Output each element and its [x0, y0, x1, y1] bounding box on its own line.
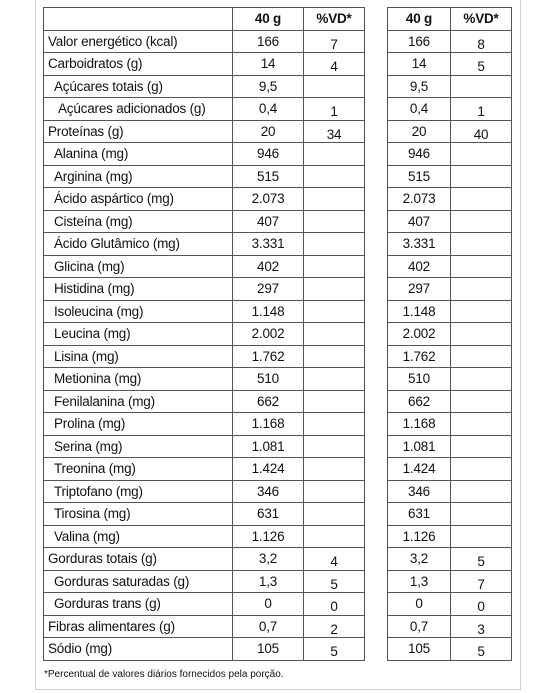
daily-value-2 [451, 548, 512, 571]
daily-value-2-text: 7 [477, 576, 485, 592]
nutrient-name: Valina (mg) [44, 525, 233, 548]
nutrient-name: Lisina (mg) [44, 345, 233, 368]
daily-value-1 [304, 458, 365, 481]
daily-value-2 [451, 30, 512, 53]
nutrient-name: Carboidratos (g) [44, 53, 233, 76]
column-gap [365, 435, 388, 458]
amount-portion-1: 510 [233, 368, 304, 391]
column-gap [365, 233, 388, 256]
daily-value-1 [304, 98, 365, 121]
amount-portion-2: 515 [388, 165, 451, 188]
daily-value-1 [304, 615, 365, 638]
column-gap [365, 53, 388, 76]
daily-value-1-text: 4 [330, 59, 338, 75]
table-row [44, 503, 512, 526]
daily-value-2 [451, 255, 512, 278]
amount-portion-2: 662 [388, 390, 451, 413]
daily-value-1-text: 2 [330, 621, 338, 637]
amount-portion-2: 402 [388, 255, 451, 278]
daily-value-1 [304, 188, 365, 211]
nutrient-name: Açúcares totais (g) [44, 75, 233, 98]
table-row [44, 278, 512, 301]
amount-portion-2: 946 [388, 143, 451, 166]
nutrient-name: Treonina (mg) [44, 458, 233, 481]
column-gap [365, 480, 388, 503]
daily-value-2 [451, 278, 512, 301]
amount-portion-1: 407 [233, 210, 304, 233]
amount-portion-1: 346 [233, 480, 304, 503]
nutrient-name: Valor energético (kcal) [44, 30, 233, 53]
table-row [44, 75, 512, 98]
amount-portion-2: 1.148 [388, 300, 451, 323]
amount-portion-1: 1.148 [233, 300, 304, 323]
column-gap [365, 255, 388, 278]
table-row [44, 233, 512, 256]
daily-value-2 [451, 525, 512, 548]
amount-portion-2: 1.126 [388, 525, 451, 548]
daily-value-2-text: 5 [477, 644, 485, 660]
amount-portion-1: 3.331 [233, 233, 304, 256]
table-row [44, 255, 512, 278]
daily-value-1 [304, 75, 365, 98]
amount-portion-1: 0 [233, 593, 304, 616]
amount-portion-2: 1.424 [388, 458, 451, 481]
nutrient-name: Metionina (mg) [44, 368, 233, 391]
daily-value-1-text: 1 [330, 104, 338, 120]
daily-value-1 [304, 210, 365, 233]
header-blank [44, 8, 233, 31]
column-gap [365, 98, 388, 121]
daily-value-2-text: 8 [477, 36, 485, 52]
amount-portion-2: 3,2 [388, 548, 451, 571]
daily-value-2 [451, 300, 512, 323]
daily-value-1 [304, 570, 365, 593]
daily-value-1 [304, 165, 365, 188]
column-gap [365, 278, 388, 301]
nutrient-name: Histidina (mg) [44, 278, 233, 301]
amount-portion-1: 9,5 [233, 75, 304, 98]
table-row [44, 390, 512, 413]
daily-value-1 [304, 548, 365, 571]
column-gap [365, 143, 388, 166]
daily-value-2-text: 5 [477, 59, 485, 75]
amount-portion-1: 166 [233, 30, 304, 53]
column-gap [365, 210, 388, 233]
daily-value-2 [451, 75, 512, 98]
daily-value-1 [304, 120, 365, 143]
table-row [44, 638, 512, 661]
amount-portion-1: 3,2 [233, 548, 304, 571]
nutrient-name: Gorduras trans (g) [44, 593, 233, 616]
table-row [44, 413, 512, 436]
daily-value-1-text: 4 [330, 554, 338, 570]
table-row [44, 300, 512, 323]
table-row [44, 548, 512, 571]
table-row [44, 30, 512, 53]
amount-portion-2: 3.331 [388, 233, 451, 256]
table-row [44, 143, 512, 166]
daily-value-1 [304, 278, 365, 301]
daily-value-2 [451, 503, 512, 526]
amount-portion-1: 515 [233, 165, 304, 188]
amount-portion-2: 1.081 [388, 435, 451, 458]
daily-value-1 [304, 323, 365, 346]
header-vd-2: %VD* [451, 8, 512, 31]
column-gap [365, 188, 388, 211]
column-gap [365, 615, 388, 638]
amount-portion-2: 2.073 [388, 188, 451, 211]
column-gap [365, 323, 388, 346]
amount-portion-2: 166 [388, 30, 451, 53]
daily-value-2 [451, 143, 512, 166]
amount-portion-1: 105 [233, 638, 304, 661]
daily-value-1 [304, 300, 365, 323]
table-row [44, 615, 512, 638]
daily-value-1 [304, 413, 365, 436]
daily-value-1 [304, 480, 365, 503]
amount-portion-2: 346 [388, 480, 451, 503]
nutrient-name: Açúcares adicionados (g) [44, 98, 233, 121]
daily-value-2 [451, 323, 512, 346]
table-row [44, 435, 512, 458]
amount-portion-2: 0 [388, 593, 451, 616]
column-gap [365, 503, 388, 526]
amount-portion-2: 297 [388, 278, 451, 301]
daily-value-1 [304, 53, 365, 76]
amount-portion-2: 631 [388, 503, 451, 526]
amount-portion-1: 631 [233, 503, 304, 526]
daily-value-1-text: 5 [330, 576, 338, 592]
amount-portion-2: 14 [388, 53, 451, 76]
nutrient-name: Proteínas (g) [44, 120, 233, 143]
daily-value-1-text: 5 [330, 644, 338, 660]
table-row [44, 98, 512, 121]
daily-value-2-text: 3 [477, 621, 485, 637]
table-row [44, 480, 512, 503]
column-gap [365, 75, 388, 98]
header-portion-1: 40 g [233, 8, 304, 31]
daily-value-2 [451, 98, 512, 121]
daily-value-2 [451, 188, 512, 211]
daily-value-2 [451, 593, 512, 616]
nutrient-name: Glicina (mg) [44, 255, 233, 278]
amount-portion-2: 1.168 [388, 413, 451, 436]
amount-portion-1: 1.081 [233, 435, 304, 458]
daily-value-1 [304, 390, 365, 413]
amount-portion-1: 2.073 [233, 188, 304, 211]
daily-value-2 [451, 615, 512, 638]
amount-portion-1: 1.126 [233, 525, 304, 548]
footnote: *Percentual de valores diários fornecidos pela porção. [44, 669, 284, 680]
daily-value-1 [304, 255, 365, 278]
daily-value-1 [304, 503, 365, 526]
amount-portion-1: 14 [233, 53, 304, 76]
nutrient-name: Fenilalanina (mg) [44, 390, 233, 413]
nutrient-name: Ácido aspártico (mg) [44, 188, 233, 211]
daily-value-2 [451, 638, 512, 661]
table-row [44, 345, 512, 368]
daily-value-2-text: 0 [477, 599, 485, 615]
daily-value-1 [304, 368, 365, 391]
amount-portion-2: 0,4 [388, 98, 451, 121]
amount-portion-2: 20 [388, 120, 451, 143]
amount-portion-2: 2.002 [388, 323, 451, 346]
daily-value-2-text: 1 [477, 104, 485, 120]
daily-value-2 [451, 413, 512, 436]
header-vd-1: %VD* [304, 8, 365, 31]
nutrient-name: Fibras alimentares (g) [44, 615, 233, 638]
daily-value-2 [451, 233, 512, 256]
daily-value-2 [451, 53, 512, 76]
column-gap [365, 548, 388, 571]
column-gap [365, 120, 388, 143]
nutrient-name: Sódio (mg) [44, 638, 233, 661]
nutrient-name: Gorduras saturadas (g) [44, 570, 233, 593]
amount-portion-1: 20 [233, 120, 304, 143]
amount-portion-2: 407 [388, 210, 451, 233]
column-gap [365, 8, 388, 31]
table-row [44, 593, 512, 616]
table-row [44, 368, 512, 391]
column-gap [365, 300, 388, 323]
amount-portion-1: 1.762 [233, 345, 304, 368]
daily-value-1 [304, 525, 365, 548]
amount-portion-1: 1.424 [233, 458, 304, 481]
table-row [44, 323, 512, 346]
daily-value-2 [451, 458, 512, 481]
column-gap [365, 525, 388, 548]
nutrient-name: Tirosina (mg) [44, 503, 233, 526]
table-row [44, 210, 512, 233]
daily-value-2 [451, 210, 512, 233]
daily-value-2 [451, 570, 512, 593]
daily-value-1 [304, 638, 365, 661]
column-gap [365, 593, 388, 616]
column-gap [365, 390, 388, 413]
nutrient-name: Prolina (mg) [44, 413, 233, 436]
amount-portion-2: 0,7 [388, 615, 451, 638]
amount-portion-1: 662 [233, 390, 304, 413]
nutrition-facts-table [43, 7, 512, 661]
amount-portion-2: 105 [388, 638, 451, 661]
column-gap [365, 368, 388, 391]
table-row [44, 120, 512, 143]
amount-portion-1: 1,3 [233, 570, 304, 593]
nutrient-name: Isoleucina (mg) [44, 300, 233, 323]
column-gap [365, 638, 388, 661]
column-gap [365, 413, 388, 436]
daily-value-2-text: 5 [477, 554, 485, 570]
table-header-row [44, 8, 512, 31]
daily-value-1 [304, 345, 365, 368]
daily-value-1 [304, 143, 365, 166]
daily-value-2 [451, 120, 512, 143]
daily-value-2 [451, 480, 512, 503]
nutrient-name: Arginina (mg) [44, 165, 233, 188]
daily-value-1-text: 7 [330, 36, 338, 52]
daily-value-2-text: 40 [473, 126, 489, 142]
amount-portion-1: 0,4 [233, 98, 304, 121]
table-row [44, 165, 512, 188]
daily-value-2 [451, 435, 512, 458]
nutrient-name: Ácido Glutâmico (mg) [44, 233, 233, 256]
table-row [44, 188, 512, 211]
column-gap [365, 345, 388, 368]
nutrient-name: Cisteína (mg) [44, 210, 233, 233]
nutrient-name: Serina (mg) [44, 435, 233, 458]
daily-value-1 [304, 233, 365, 256]
table-row [44, 570, 512, 593]
amount-portion-2: 9,5 [388, 75, 451, 98]
table-row [44, 458, 512, 481]
column-gap [365, 458, 388, 481]
amount-portion-2: 510 [388, 368, 451, 391]
amount-portion-2: 1.762 [388, 345, 451, 368]
column-gap [365, 30, 388, 53]
daily-value-1 [304, 593, 365, 616]
nutrient-name: Leucina (mg) [44, 323, 233, 346]
daily-value-2 [451, 390, 512, 413]
column-gap [365, 570, 388, 593]
header-portion-2: 40 g [388, 8, 451, 31]
column-gap [365, 165, 388, 188]
amount-portion-1: 2.002 [233, 323, 304, 346]
amount-portion-1: 1.168 [233, 413, 304, 436]
daily-value-1-text: 0 [330, 599, 338, 615]
daily-value-2 [451, 345, 512, 368]
table-row [44, 525, 512, 548]
amount-portion-1: 297 [233, 278, 304, 301]
daily-value-1 [304, 435, 365, 458]
daily-value-1 [304, 30, 365, 53]
amount-portion-1: 402 [233, 255, 304, 278]
table-row [44, 53, 512, 76]
daily-value-2 [451, 165, 512, 188]
nutrient-name: Triptofano (mg) [44, 480, 233, 503]
daily-value-1-text: 34 [326, 126, 342, 142]
nutrient-name: Gorduras totais (g) [44, 548, 233, 571]
amount-portion-2: 1,3 [388, 570, 451, 593]
amount-portion-1: 0,7 [233, 615, 304, 638]
daily-value-2 [451, 368, 512, 391]
amount-portion-1: 946 [233, 143, 304, 166]
nutrient-name: Alanina (mg) [44, 143, 233, 166]
